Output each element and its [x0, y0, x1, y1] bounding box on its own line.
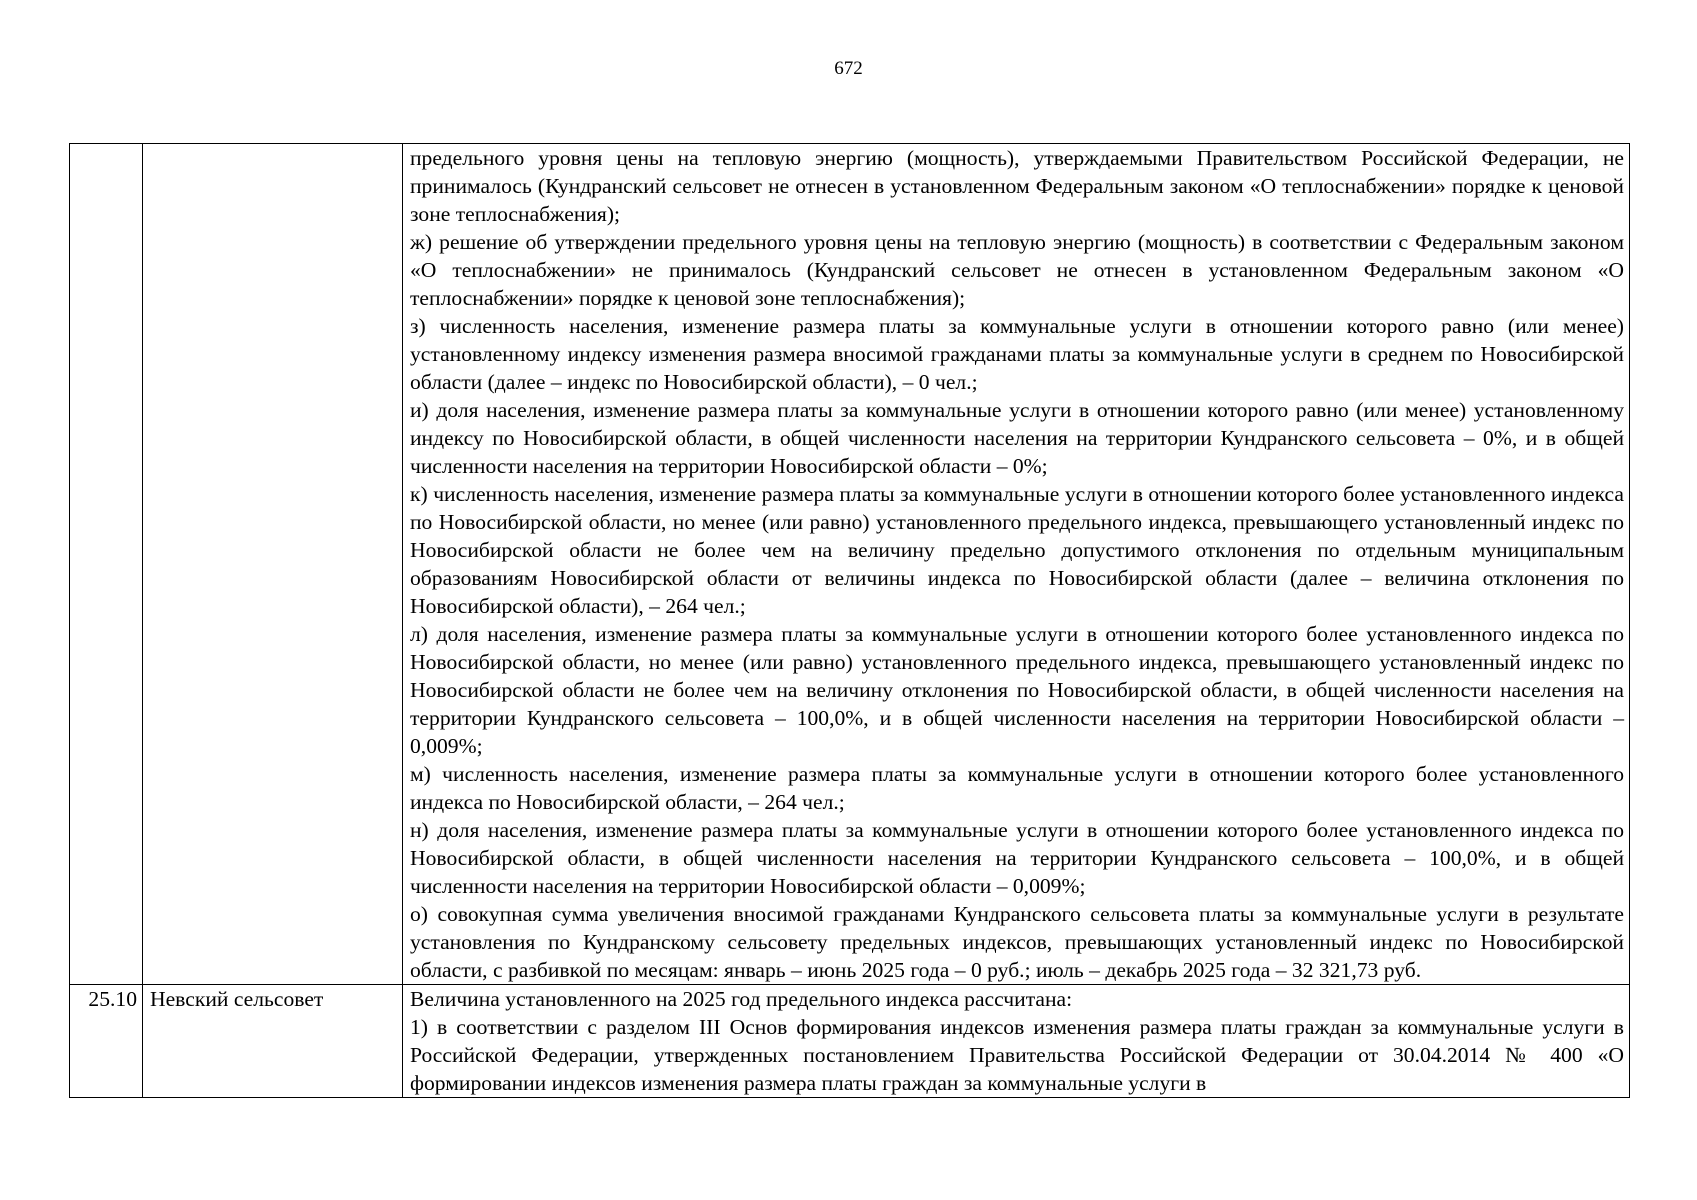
table-row: [70, 144, 1630, 985]
description-cell: [403, 144, 1630, 985]
municipality-table: [69, 143, 1630, 1098]
row-number-cell: 25.10: [70, 985, 143, 1098]
paragraph: ж) решение об утверждении предельного уровня цены на тепловую энергию (мощность) в соответствии с Федеральным законом «О теплоснабжении» не принималось (Кундранский сельсовет не отнесен в установленном Федеральным законом «О теплоснабжении» порядке к ценовой зоне теплоснабжения);: [410, 230, 1624, 310]
paragraph: л) доля населения, изменение размера платы за коммунальные услуги в отношении которого более установленного индекса по Новосибирской области, но менее (или равно) установленного предельного индекса, превышающего установленный индекс по Новосибирской области не более чем на величину отклонения по Новосибирской области, в общей численности населения на территории Кундранского сельсовета – 100,0%, и в общей численности населения на территории Новосибирской области – 0,009%;: [410, 622, 1624, 758]
description-cell: [403, 985, 1630, 1098]
paragraph: к) численность населения, изменение размера платы за коммунальные услуги в отношении которого более установленного индекса по Новосибирской области, но менее (или равно) установленного предельного индекса, превышающего установленный индекс по Новосибирской области не более чем на величину предельно допустимого отклонения по отдельным муниципальным образованиям Новосибирской области от величины индекса по Новосибирской области (далее – величина отклонения по Новосибирской области), – 264 чел.;: [410, 482, 1624, 618]
paragraph: и) доля населения, изменение размера платы за коммунальные услуги в отношении которого равно (или менее) установленному индексу по Новосибирской области, в общей численности населения на территории Кундранского сельсовета – 0%, и в общей численности населения на территории Новосибирской области – 0%;: [410, 398, 1624, 478]
municipality-name-cell: [143, 144, 403, 985]
table-row: [70, 985, 1630, 1098]
paragraph: Величина установленного на 2025 год предельного индекса рассчитана:: [410, 987, 1073, 1011]
paragraph: о) совокупная сумма увеличения вносимой гражданами Кундранского сельсовета платы за коммунальные услуги в результате установления по Кундранскому сельсовету предельных индексов, превышающих установленный индекс по Новосибирской области, с разбивкой по месяцам: январь – июнь 2025 года – 0 руб.; июль – декабрь 2025 года – 32 321,73 руб.: [410, 902, 1624, 982]
paragraph: з) численность населения, изменение размера платы за коммунальные услуги в отношении которого равно (или менее) установленному индексу изменения размера вносимой гражданами платы за коммунальные услуги в среднем по Новосибирской области (далее – индекс по Новосибирской области), – 0 чел.;: [410, 314, 1624, 394]
row-number-cell: [70, 144, 143, 985]
municipality-name-cell: Невский сельсовет: [143, 985, 403, 1098]
paragraph: м) численность населения, изменение размера платы за коммунальные услуги в отношении которого более установленного индекса по Новосибирской области, – 264 чел.;: [410, 762, 1624, 814]
paragraph: 1) в соответствии с разделом III Основ формирования индексов изменения размера платы граждан за коммунальные услуги в Российской Федерации, утвержденных постановлением Правительства Российской Федерации от 30.04.2014 № 400 «О формировании индексов изменения размера платы граждан за коммунальные услуги в: [410, 1015, 1624, 1095]
page-number: 672: [834, 58, 863, 79]
paragraph: н) доля населения, изменение размера платы за коммунальные услуги в отношении которого более установленного индекса по Новосибирской области, в общей численности населения на территории Кундранского сельсовета – 100,0%, и в общей численности населения на территории Новосибирской области – 0,009%;: [410, 818, 1624, 898]
paragraph: предельного уровня цены на тепловую энергию (мощность), утверждаемыми Правительством Российской Федерации, не принималось (Кундранский сельсовет не отнесен в установленном Федеральным законом «О теплоснабжении» порядке к ценовой зоне теплоснабжения);: [410, 146, 1624, 226]
